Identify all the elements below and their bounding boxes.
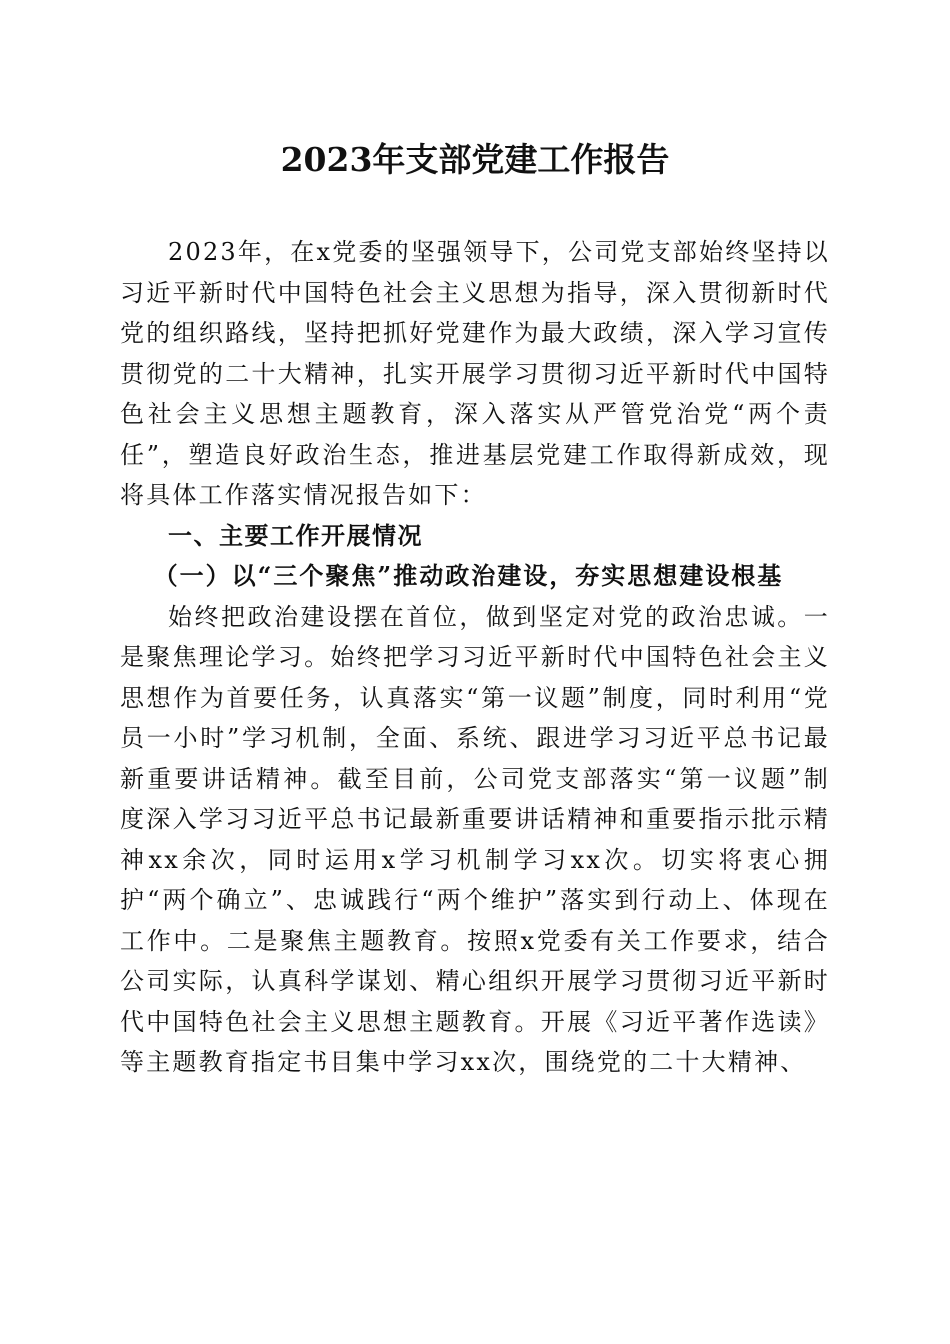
document-body <box>120 232 830 1083</box>
section-heading: 一、主要工作开展情况 <box>168 521 423 550</box>
body-paragraph: 始终把政治建设摆在首位，做到坚定对党的政治忠诚。一是聚焦理论学习。始终把学习习近平新时代中国特色社会主义思想作为首要任务，认真落实“第一议题”制度，同时利用“党员一小时”学习机制，全面、系统、跟进学习习近平总书记最新重要讲话精神。截至目前，公司党支部落实“第一议题”制度深入学习习近平总书记最新重要讲话精神和重要指示批示精神xx余次，同时运用x学习机制学习xx次。切实将衷心拥护“两个确立”、忠诚践行“两个维护”落实到行动上、体现在工作中。二是聚焦主题教育。按照x党委有关工作要求，结合公司实际，认真科学谋划、精心组织开展学习贯彻习近平新时代中国特色社会主义思想主题教育。开展《习近平著作选读》等主题教育指定书目集中学习xx次，围绕党的二十大精神、 <box>120 602 830 1076</box>
subsection-heading: （一）以“三个聚焦”推动政治建设，夯实思想建设根基 <box>153 561 784 590</box>
document-title: 2023年支部党建工作报告 <box>280 140 670 179</box>
intro-paragraph: 2023年，在x党委的坚强领导下，公司党支部始终坚持以习近平新时代中国特色社会主义思想为指导，深入贯彻新时代党的组织路线，坚持把抓好党建作为最大政绩，深入学习宣传贯彻党的二十大精神，扎实开展学习贯彻习近平新时代中国特色社会主义思想主题教育，深入落实从严管党治党“两个责任”，塑造良好政治生态，推进基层党建工作取得新成效，现将具体工作落实情况报告如下： <box>120 238 831 509</box>
